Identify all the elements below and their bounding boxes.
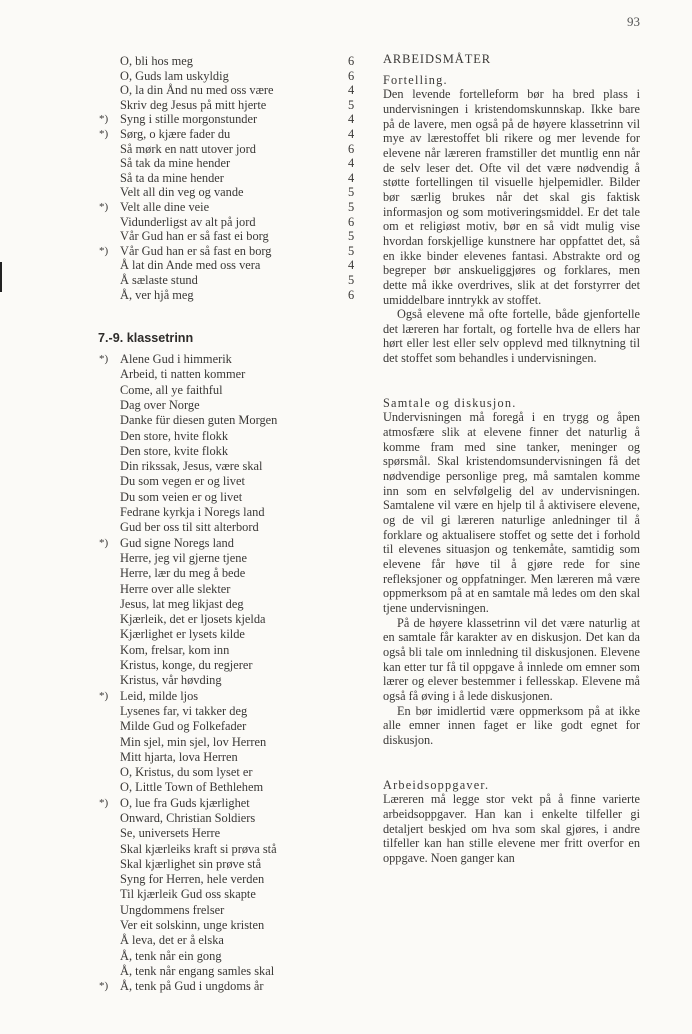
hymn-title: Ver eit solskinn, unge kristen: [120, 918, 265, 933]
hymn-row: [0, 520, 370, 535]
hymn-row: [0, 903, 370, 918]
hymn-list-grade-7-9: [0, 352, 370, 994]
hymn-row: [0, 54, 370, 69]
hymn-title: O, Little Town of Bethlehem: [120, 780, 264, 795]
hymn-title: Å, tenk på Gud i ungdoms år: [120, 979, 264, 994]
hymn-grade: 5: [348, 199, 355, 214]
hymn-title: Å, ver hjå meg: [120, 287, 194, 302]
hymn-title: Du som veien er og livet: [120, 489, 243, 504]
hymn-title: Jesus, lat meg likjast deg: [120, 596, 244, 611]
asterisk-marker: *): [99, 796, 109, 809]
hymn-grade: 6: [348, 68, 355, 83]
paragraph: Læreren må legge stor vekt på å finne varierte arbeidsoppgaver. Han kan i enkelte tilfeller gi detaljert beskjed om hva som skal gjøres, i andre tilfeller kan han stille elevene mer fritt overfor en oppgave. Noen ganger kan: [383, 792, 640, 865]
hymn-row: [0, 444, 370, 459]
hymn-row: [0, 979, 370, 994]
hymn-title: Den store, hvite flokk: [120, 428, 229, 443]
hymn-row: [0, 127, 370, 142]
hymn-title: Gud ber oss til sitt alterbord: [120, 520, 259, 535]
hymn-row: [0, 490, 370, 505]
hymn-title: Skriv deg Jesus på mitt hjerte: [120, 97, 267, 112]
hymn-title: Gud signe Noregs land: [120, 535, 234, 550]
hymn-row: [0, 474, 370, 489]
hymn-title: Vår Gud han er så fast en borg: [120, 243, 272, 258]
hymn-title: Å sælaste stund: [120, 272, 198, 287]
hymn-grade: 5: [348, 185, 355, 200]
hymn-row: [0, 857, 370, 872]
hymn-title: Kjærlighet er lysets kilde: [120, 627, 245, 642]
hymn-row: [0, 352, 370, 367]
hymn-title: O, lue fra Guds kjærlighet: [120, 795, 250, 810]
hymn-row: [0, 288, 370, 303]
hymn-title: Du som vegen er og livet: [120, 474, 245, 489]
hymn-title: Kom, frelsar, kom inn: [120, 642, 230, 657]
hymn-row: [0, 964, 370, 979]
hymn-column: [0, 54, 370, 995]
hymn-title: O, Kristus, du som lyset er: [120, 765, 253, 780]
hymn-title: Herre, lær du meg å bede: [120, 566, 246, 581]
hymn-title: Å lat din Ande med oss vera: [120, 258, 261, 273]
hymn-grade: 4: [348, 83, 355, 98]
hymn-title: Skal kjærleiks kraft si prøva stå: [120, 841, 277, 856]
hymn-row: [0, 826, 370, 841]
asterisk-marker: *): [99, 127, 109, 140]
hymn-grade: 4: [348, 170, 355, 185]
hymn-row: [0, 112, 370, 127]
hymn-title: Lysenes far, vi takker deg: [120, 703, 248, 718]
hymn-title: Se, universets Herre: [120, 826, 221, 841]
hymn-row: [0, 887, 370, 902]
hymn-row: [0, 796, 370, 811]
hymn-row: [0, 658, 370, 673]
asterisk-marker: *): [99, 244, 109, 257]
hymn-row: [0, 215, 370, 230]
hymn-title: Å leva, det er å elska: [120, 933, 224, 948]
paragraph: På de høyere klassetrinn vil det være naturlig at en samtale får karakter av en diskusjon. Det kan da også bli tale om innledning til diskusjonen. Elevene kan etter tur få til oppgave å innlede om emner som lærer og elever bestemmer i fellesskap. Elevene må også få øving i å lede diskusjonen.: [383, 615, 640, 703]
hymn-row: [0, 383, 370, 398]
column-title: ARBEIDSMÅTER: [383, 52, 492, 66]
hymn-row: [0, 229, 370, 244]
hymn-title: Å, tenk når ein gong: [120, 948, 222, 963]
asterisk-marker: *): [99, 200, 109, 213]
hymn-title: Alene Gud i himmerik: [120, 352, 232, 367]
hymn-grade: 5: [348, 243, 355, 258]
hymn-title: O, la din Ånd nu med oss være: [120, 83, 274, 98]
hymn-title: Kristus, vår høvding: [120, 673, 222, 688]
hymn-title: Så mørk en natt utover jord: [120, 141, 256, 156]
hymn-title: Herre over alle slekter: [120, 581, 231, 596]
hymn-row: [0, 811, 370, 826]
hymn-title: Til kjærleik Gud oss skapte: [120, 887, 256, 902]
paragraph: En bør imidlertid være oppmerksom på at ikke alle emner innen faget er like godt egnet for diskusjon.: [383, 703, 640, 747]
hymn-grade: 6: [348, 54, 355, 68]
hymn-title: Skal kjærlighet sin prøve stå: [120, 856, 262, 871]
paragraph: Undervisningen må foregå i en trygg og åpen atmosfære slik at elevene finner det naturlig å komme fram med sine tanker, meninger og spørsmål. Skal kristendomsundervisningen få det nødvendige personlige preg, må samtalen komme inn som en selvfølgelig del av undervisningen. Samtalene vil være en hjelp til å aktivisere elevene, og de vil gi læreren naturlige anledninger til å forklare og aktualisere stoffet og sette det i forhold til elevenes situasjon og tenkemåte, samtidig som elevene får høve til å gjøre rede for sine refleksjoner og oppfatninger. Men læreren må være oppmerksom på at en samtale må ledes om den skal tjene undervisningen.: [383, 410, 640, 615]
hymn-grade: 6: [348, 141, 355, 156]
hymn-title: Danke für diesen guten Morgen: [120, 413, 278, 428]
hymn-title: Ungdommens frelser: [120, 902, 225, 917]
hymn-title: O, bli hos meg: [120, 54, 193, 68]
hymn-title: Kjærleik, det er ljosets kjelda: [120, 612, 266, 627]
hymn-row: [0, 780, 370, 795]
hymn-grade: 4: [348, 112, 355, 127]
hymn-title: Vidunderligst av alt på jord: [120, 214, 256, 229]
hymn-row: [0, 735, 370, 750]
hymn-title: Dag over Norge: [120, 397, 200, 412]
hymn-row: [0, 156, 370, 171]
asterisk-marker: *): [99, 536, 109, 549]
heading-fortelling: Fortelling.: [383, 72, 448, 87]
asterisk-marker: *): [99, 113, 109, 126]
hymn-title: Velt alle dine veie: [120, 199, 210, 214]
hymn-title: Come, all ye faithful: [120, 382, 223, 397]
hymn-row: [0, 505, 370, 520]
hymn-title: Den store, kvite flokk: [120, 443, 229, 458]
hymn-grade: 4: [348, 258, 355, 273]
hymn-grade: 5: [348, 97, 355, 112]
hymn-title: Sørg, o kjære fader du: [120, 126, 231, 141]
hymn-row: [0, 673, 370, 688]
heading-samtale: Samtale og diskusjon.: [383, 395, 517, 410]
hymn-row: [0, 69, 370, 84]
hymn-row: [0, 200, 370, 215]
hymn-grade: 5: [348, 272, 355, 287]
hymn-title: Milde Gud og Folkefader: [120, 719, 247, 734]
hymn-title: Syng for Herren, hele verden: [120, 872, 265, 887]
hymn-grade: 5: [348, 229, 355, 244]
hymn-title: Så ta da mine hender: [120, 170, 224, 185]
heading-arbeidsoppgaver: Arbeidsoppgaver.: [383, 777, 490, 792]
hymn-title: Onward, Christian Soldiers: [120, 811, 256, 825]
hymn-row: [0, 459, 370, 474]
hymn-row: [0, 536, 370, 551]
hymn-row: [0, 689, 370, 704]
hymn-title: Å, tenk når engang samles skal: [120, 963, 275, 978]
hymn-title: Mitt hjarta, lova Herren: [120, 749, 238, 764]
hymn-title: Syng i stille morgonstunder: [120, 112, 258, 127]
hymn-row: [0, 719, 370, 734]
hymn-row: [0, 949, 370, 964]
hymn-title: Min sjel, min sjel, lov Herren: [120, 734, 267, 749]
hymn-row: [0, 273, 370, 288]
hymn-grade: 4: [348, 156, 355, 171]
asterisk-marker: *): [99, 689, 109, 702]
hymn-row: [0, 429, 370, 444]
hymn-row: [0, 842, 370, 857]
hymn-row: [0, 566, 370, 581]
hymn-row: [0, 872, 370, 887]
hymn-title: Arbeid, ti natten kommer: [120, 367, 246, 382]
hymn-title: Vår Gud han er så fast ei borg: [120, 229, 269, 244]
page-number: 93: [627, 14, 640, 29]
hymn-row: [0, 551, 370, 566]
hymn-row: [0, 750, 370, 765]
hymn-row: [0, 142, 370, 157]
hymn-row: [0, 704, 370, 719]
hymn-row: [0, 98, 370, 113]
hymn-row: [0, 258, 370, 273]
hymn-row: [0, 627, 370, 642]
hymn-grade: 6: [348, 287, 355, 302]
hymn-row: [0, 582, 370, 597]
hymn-title: Så tak da mine hender: [120, 156, 231, 171]
hymn-row: [0, 83, 370, 98]
hymn-row: [0, 185, 370, 200]
hymn-title: O, Guds lam uskyldig: [120, 68, 229, 83]
hymn-row: [0, 612, 370, 627]
text-column: [383, 52, 640, 865]
section-heading-7-9: 7.-9. klassetrinn: [98, 331, 194, 346]
hymn-title: Herre, jeg vil gjerne tjene: [120, 550, 247, 565]
paragraph: Den levende fortelleform bør ha bred plass i undervisningen i kristendomskunnskap. Ikke bare på de lavere, men også på de høyere klassetrinn vil mye av lærestoffet bli rikere og mer levende for elevene når læreren framstiller det muntlig enn når de selv leser det. Ofte vil det være nødvendig å støtte fortellingen til visuelle hjelpemidler. Bilder bør særlig brukes når det skal gis faktisk informasjon og som motiveringsmiddel. Er det tale om et religiøst motiv, bør en så vidt mulig vise hvordan forskjellige kunstnere har oppfattet det, så en ikke binder elevenes fantasi. Abstrakte ord og begreper bør anskueliggjøres og forklares, men dette må ikke overdrives, slik at det forstyrrer det umiddelbare inntrykk av stoffet.: [383, 87, 640, 307]
asterisk-marker: *): [99, 980, 109, 993]
hymn-row: [0, 765, 370, 780]
hymn-title: Fedrane kyrkja i Noregs land: [120, 505, 265, 520]
hymn-title: Velt all din veg og vande: [120, 185, 244, 200]
hymn-title: Din rikssak, Jesus, være skal: [120, 459, 263, 474]
hymn-row: [0, 643, 370, 658]
hymn-row: [0, 413, 370, 428]
hymn-title: Kristus, konge, du regjerer: [120, 658, 253, 673]
hymn-row: [0, 933, 370, 948]
hymn-row: [0, 367, 370, 382]
hymn-row: [0, 171, 370, 186]
hymn-row: [0, 244, 370, 259]
hymn-grade: 6: [348, 214, 355, 229]
paragraph: Også elevene må ofte fortelle, både gjenfortelle det læreren har fortalt, og fortelle hva de ellers har hørt eller lest eller selv opplevd med tilknytning til det stoffet som behandles i undervisningen.: [383, 307, 640, 366]
hymn-row: [0, 398, 370, 413]
hymn-title: Leid, milde ljos: [120, 688, 199, 703]
asterisk-marker: *): [99, 353, 109, 366]
hymn-row: [0, 597, 370, 612]
hymn-row: [0, 918, 370, 933]
hymn-grade: 4: [348, 126, 355, 141]
hymn-list-grade-4-6: [0, 54, 370, 302]
